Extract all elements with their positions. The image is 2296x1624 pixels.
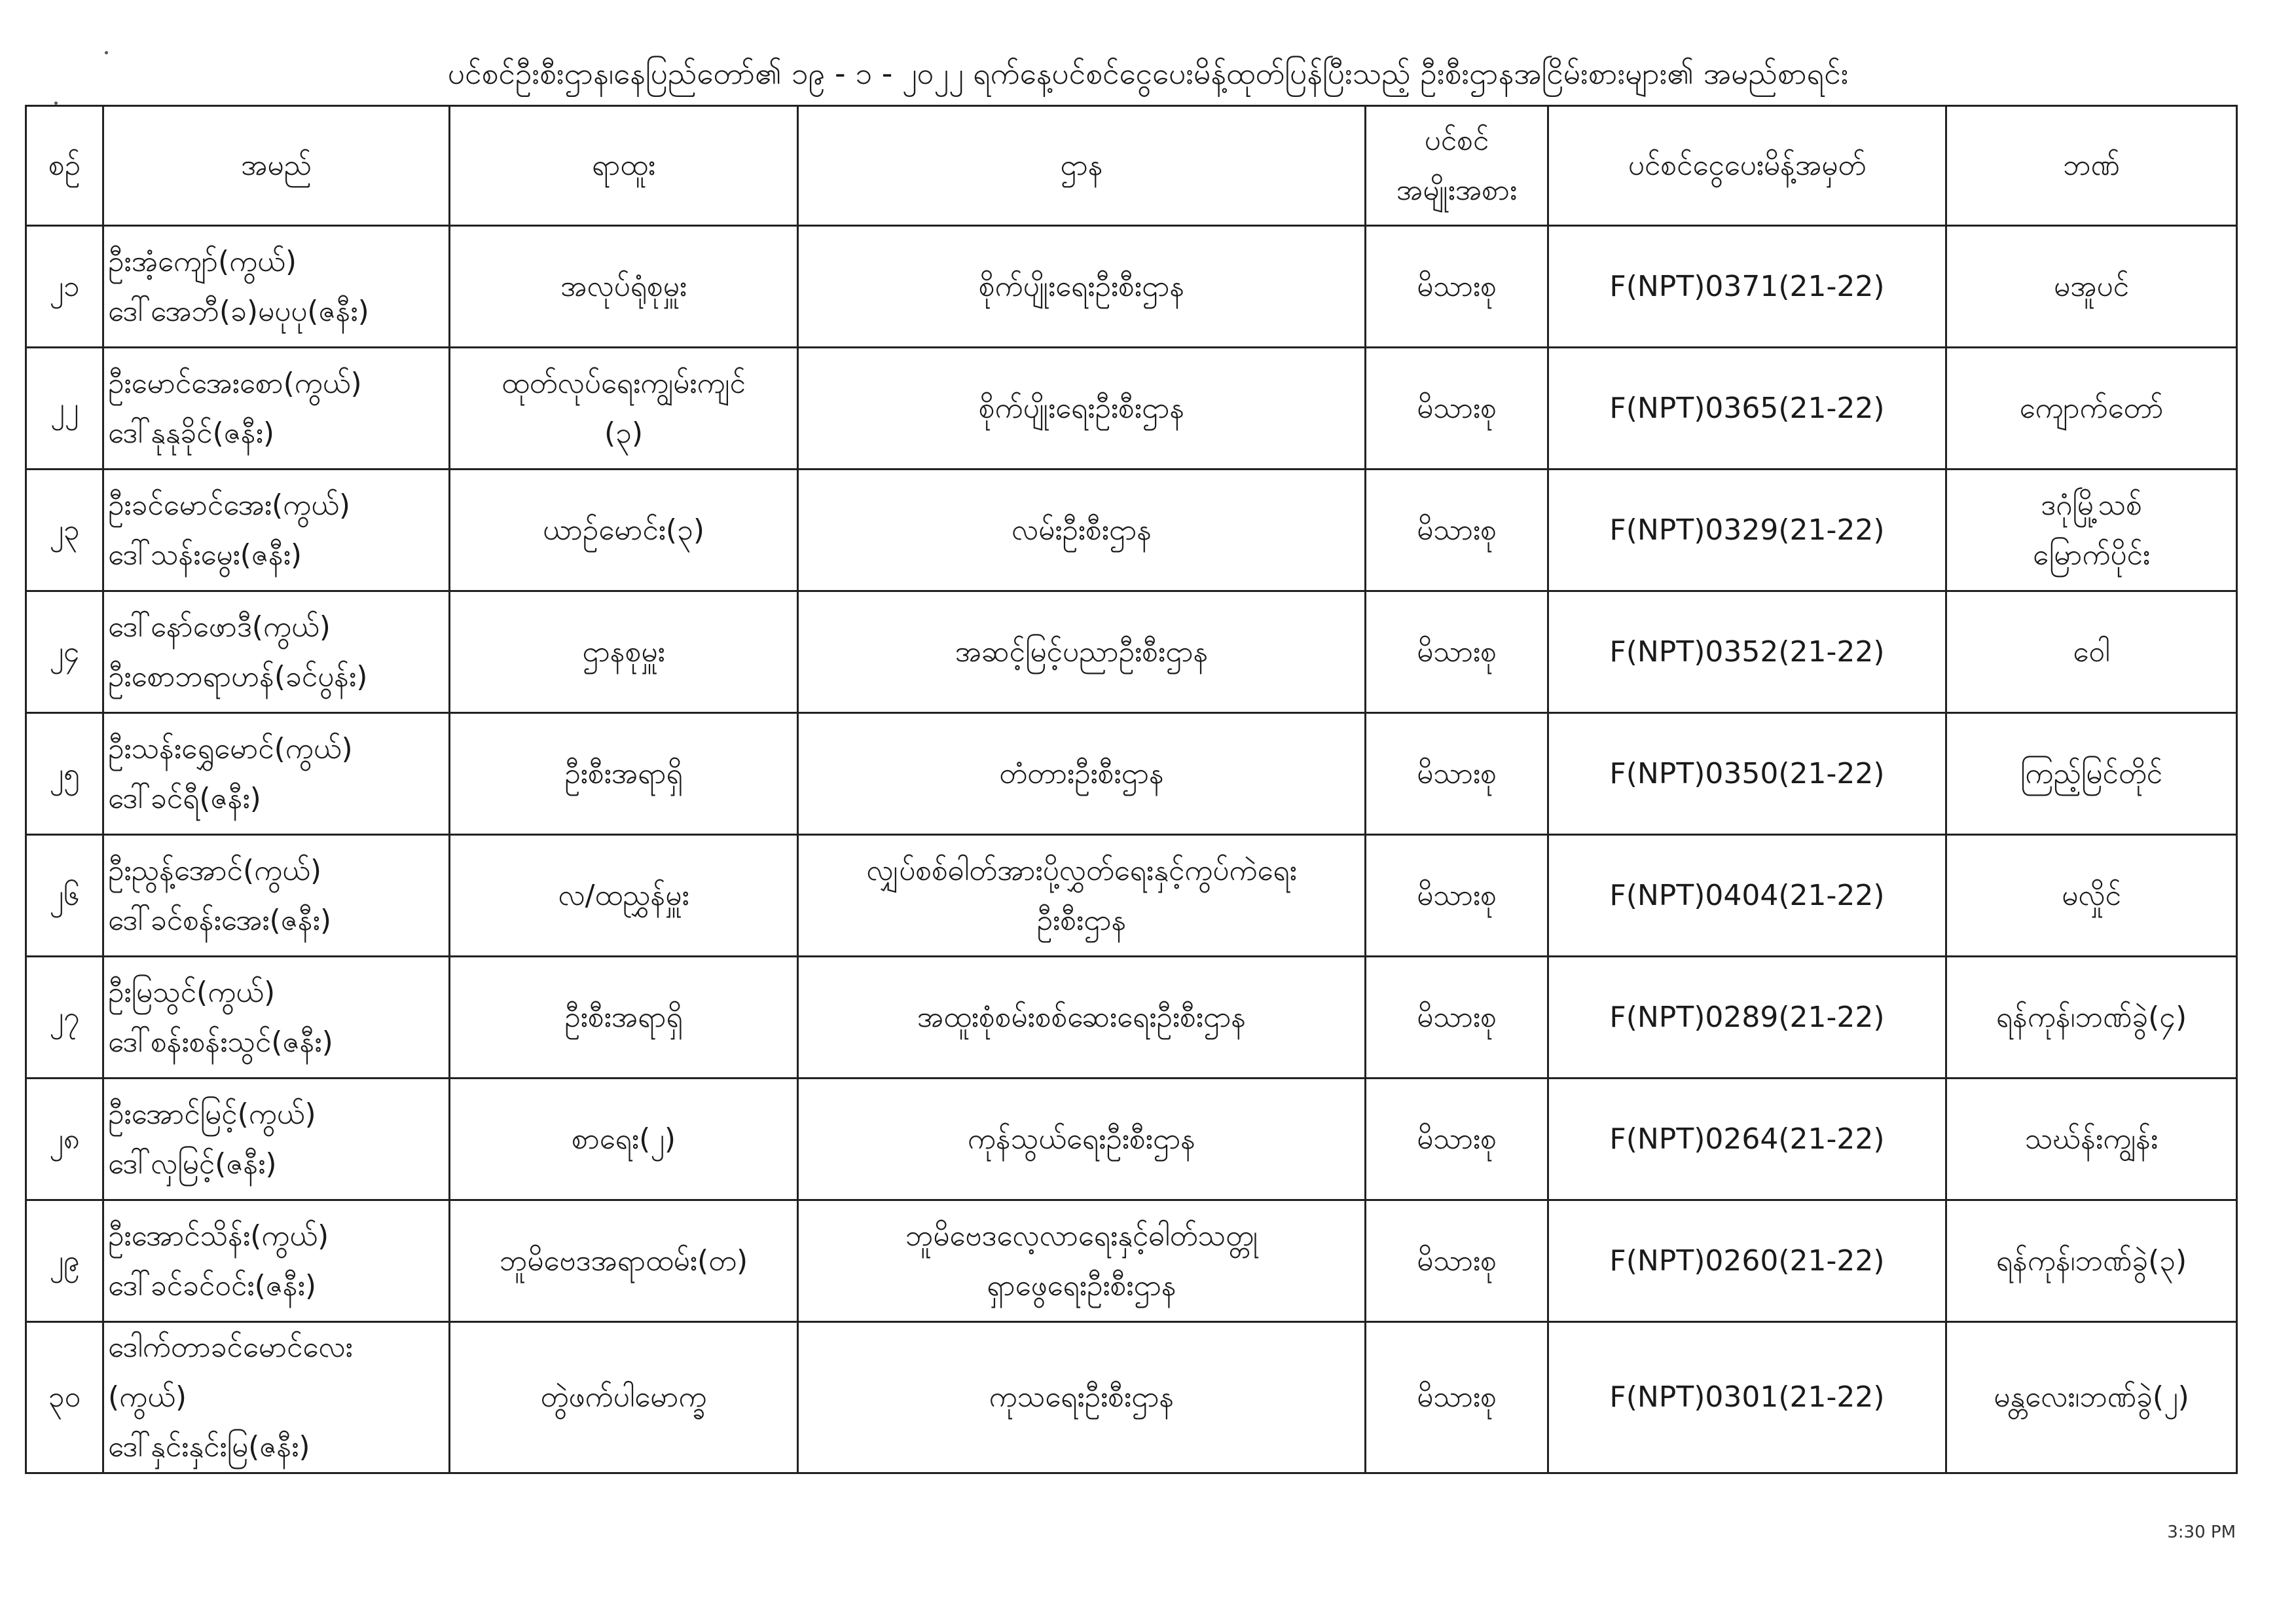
table-row bbox=[26, 470, 2237, 591]
roster-body bbox=[26, 226, 2237, 1473]
cell-name-line: ဒေါ်သန်းမွေး(ဇနီး) bbox=[108, 538, 302, 572]
cell-no: ၂၃ bbox=[26, 470, 103, 591]
header-department: ဌာန bbox=[798, 106, 1366, 226]
cell-name bbox=[103, 591, 450, 713]
cell-name bbox=[103, 226, 450, 348]
header-order-no: ပင်စင်ငွေပေးမိန့်အမှတ် bbox=[1548, 106, 1946, 226]
cell-department-line: ဦးစီးဌာန bbox=[1036, 903, 1127, 937]
cell-pension-type: မိသားစု bbox=[1366, 226, 1548, 348]
cell-rank-line: ယာဉ်မောင်း(၃) bbox=[543, 513, 704, 547]
cell-bank-line: မအူပင် bbox=[2053, 269, 2130, 303]
cell-no: ၂၅ bbox=[26, 713, 103, 835]
cell-name-line: ဒေါ်ခင်ရီ(ဇနီး) bbox=[108, 781, 261, 815]
cell-pension-type: မိသားစု bbox=[1366, 348, 1548, 470]
cell-department-line: စိုက်ပျိုးရေးဦးစီးဌာန bbox=[978, 391, 1185, 425]
cell-name-line: ဦးညွန့်အောင်(ကွယ်) bbox=[108, 853, 322, 887]
table-row bbox=[26, 348, 2237, 470]
cell-name-line: ဒေါ်နော်ဖောဒီ(ကွယ်) bbox=[108, 610, 331, 644]
cell-rank bbox=[450, 713, 798, 835]
cell-no: ၂၄ bbox=[26, 591, 103, 713]
table-row bbox=[26, 591, 2237, 713]
cell-department-line: အထူးစုံစမ်းစစ်ဆေးရေးဦးစီးဌာန bbox=[917, 1000, 1247, 1034]
header-row bbox=[26, 106, 2237, 226]
cell-department bbox=[798, 835, 1366, 957]
cell-rank bbox=[450, 591, 798, 713]
cell-order-no: F(NPT)0301(21-22) bbox=[1548, 1322, 1946, 1473]
cell-bank bbox=[1946, 1322, 2237, 1473]
cell-name bbox=[103, 835, 450, 957]
cell-department-line: လျှပ်စစ်ဓါတ်အားပို့လွှတ်ရေးနှင့်ကွပ်ကဲရေး bbox=[866, 853, 1297, 887]
cell-no: ၂၂ bbox=[26, 348, 103, 470]
cell-no: ၃၀ bbox=[26, 1322, 103, 1473]
cell-name-line: (ကွယ်) bbox=[108, 1380, 187, 1414]
cell-rank-line: ထုတ်လုပ်ရေးကျွမ်းကျင် bbox=[501, 366, 746, 400]
cell-rank-line: ဘူမိဗေဒအရာထမ်း(တ) bbox=[499, 1244, 748, 1278]
cell-no: ၂၈ bbox=[26, 1079, 103, 1200]
cell-department bbox=[798, 1079, 1366, 1200]
cell-no: ၂၉ bbox=[26, 1200, 103, 1322]
cell-bank bbox=[1946, 835, 2237, 957]
cell-order-no: F(NPT)0404(21-22) bbox=[1548, 835, 1946, 957]
cell-rank-line: အလုပ်ရုံစုမှူး bbox=[560, 269, 687, 303]
cell-name-line: ဦးစောဘရာဟန်(ခင်ပွန်း) bbox=[108, 659, 368, 693]
cell-rank bbox=[450, 470, 798, 591]
cell-name bbox=[103, 957, 450, 1079]
cell-order-no: F(NPT)0289(21-22) bbox=[1548, 957, 1946, 1079]
cell-department bbox=[798, 591, 1366, 713]
cell-bank-line: ကြည့်မြင်တိုင် bbox=[2020, 756, 2163, 790]
cell-department-line: လမ်းဦးစီးဌာန bbox=[1011, 513, 1152, 547]
header-pension-type-line: အမျိုးအစား bbox=[1396, 174, 1518, 207]
cell-name-line: ဦးအံ့ကျော်(ကွယ်) bbox=[108, 244, 297, 278]
cell-order-no: F(NPT)0350(21-22) bbox=[1548, 713, 1946, 835]
cell-bank bbox=[1946, 957, 2237, 1079]
cell-department-line: ရှာဖွေရေးဦးစီးဌာန bbox=[987, 1268, 1176, 1302]
cell-name-line: ဦးသန်းရွှေမောင်(ကွယ်) bbox=[108, 731, 353, 766]
cell-bank bbox=[1946, 1200, 2237, 1322]
header-rank: ရာထူး bbox=[450, 106, 798, 226]
header-name: အမည် bbox=[103, 106, 450, 226]
cell-name-line: ဒေါ်လှမြင့်(ဇနီး) bbox=[108, 1147, 277, 1181]
cell-department-line: ကုန်သွယ်ရေးဦးစီးဌာန bbox=[967, 1122, 1196, 1156]
cell-bank-line: မလှိုင် bbox=[2062, 878, 2121, 912]
cell-department-line: ကုသရေးဦးစီးဌာန bbox=[989, 1380, 1175, 1414]
cell-rank-line: ဦးစီးအရာရှိ bbox=[564, 756, 683, 790]
cell-department bbox=[798, 713, 1366, 835]
cell-name-line: ဒေါ်နှင်းနှင်းမြ(ဇနီး) bbox=[108, 1430, 310, 1464]
cell-bank-line: မန္တလေး၊ဘဏ်ခွဲ(၂) bbox=[1994, 1380, 2189, 1414]
cell-name-line: ဦးအောင်သိန်း(ကွယ်) bbox=[108, 1219, 329, 1253]
cell-rank bbox=[450, 1079, 798, 1200]
cell-department-line: တံတားဦးစီးဌာန bbox=[999, 756, 1164, 790]
table-row bbox=[26, 713, 2237, 835]
cell-bank bbox=[1946, 470, 2237, 591]
cell-order-no: F(NPT)0260(21-22) bbox=[1548, 1200, 1946, 1322]
cell-bank bbox=[1946, 348, 2237, 470]
cell-bank-line: ရန်ကုန်၊ဘဏ်ခွဲ(၃) bbox=[1995, 1244, 2187, 1278]
cell-rank-line: လ/ထညွှန်မှူး bbox=[558, 878, 689, 912]
cell-department bbox=[798, 226, 1366, 348]
cell-bank bbox=[1946, 1079, 2237, 1200]
cell-no: ၂၇ bbox=[26, 957, 103, 1079]
cell-bank-line: ဝေါ bbox=[2073, 635, 2110, 669]
cell-rank bbox=[450, 1200, 798, 1322]
cell-name-line: ဒေါ်နုနုခိုင်(ဇနီး) bbox=[108, 416, 275, 450]
cell-bank-line: ကျောက်တော် bbox=[2019, 391, 2164, 425]
cell-name-line: ဦးမြသွင်(ကွယ်) bbox=[108, 975, 276, 1009]
cell-bank-line: သဃ်န်းကျွန်း bbox=[2024, 1122, 2159, 1156]
cell-department bbox=[798, 1200, 1366, 1322]
cell-order-no: F(NPT)0352(21-22) bbox=[1548, 591, 1946, 713]
cell-name bbox=[103, 1079, 450, 1200]
cell-name-line: ဒေါ်ခင်စန်းအေး(ဇနီး) bbox=[108, 903, 331, 937]
cell-pension-type: မိသားစု bbox=[1366, 1322, 1548, 1473]
cell-department bbox=[798, 348, 1366, 470]
cell-department-line: အဆင့်မြင့်ပညာဦးစီးဌာန bbox=[955, 635, 1209, 669]
scan-speck bbox=[105, 51, 108, 54]
cell-name bbox=[103, 1200, 450, 1322]
cell-department bbox=[798, 470, 1366, 591]
cell-pension-type: မိသားစု bbox=[1366, 470, 1548, 591]
table-row bbox=[26, 835, 2237, 957]
cell-rank bbox=[450, 348, 798, 470]
cell-name-line: ဒေါက်တာခင်မောင်လေး bbox=[108, 1331, 353, 1364]
cell-department-line: ဘူမိဗေဒလေ့လာရေးနှင့်ဓါတ်သတ္တု bbox=[905, 1219, 1258, 1253]
cell-rank-line: (၃) bbox=[604, 416, 644, 450]
document-title: ပင်စင်ဦးစီးဌာန၊နေပြည်တော်၏ ၁၉ - ၁ - ၂၀၂၂ ရက်နေ့ပင်စင်ငွေပေးမိန့်ထုတ်ပြန်ပြီးသည့် ဦးစီးဌာနအငြိမ်းစားများ၏ အမည်စာရင်း bbox=[447, 56, 1849, 91]
cell-name-line: ဒေါ်အေဘီ(ခ)မပုပု(ဇနီး) bbox=[108, 294, 369, 328]
cell-rank-line: စာရေး(၂) bbox=[571, 1122, 676, 1156]
table-row bbox=[26, 957, 2237, 1079]
header-pension-type-line: ပင်စင် bbox=[1424, 124, 1489, 157]
cell-pension-type: မိသားစု bbox=[1366, 835, 1548, 957]
cell-bank bbox=[1946, 591, 2237, 713]
cell-order-no: F(NPT)0329(21-22) bbox=[1548, 470, 1946, 591]
table-row bbox=[26, 226, 2237, 348]
cell-order-no: F(NPT)0264(21-22) bbox=[1548, 1079, 1946, 1200]
cell-no: ၂၆ bbox=[26, 835, 103, 957]
cell-rank bbox=[450, 835, 798, 957]
cell-name-line: ဦးမောင်အေးစော(ကွယ်) bbox=[108, 366, 362, 400]
cell-rank-line: ဌာနစုမှူး bbox=[582, 635, 665, 669]
cell-rank-line: ဦးစီးအရာရှိ bbox=[564, 1000, 683, 1034]
cell-bank-line: မြောက်ပိုင်း bbox=[2032, 538, 2151, 572]
header-bank: ဘဏ် bbox=[1946, 106, 2237, 226]
cell-rank bbox=[450, 957, 798, 1079]
table-row bbox=[26, 1322, 2237, 1473]
cell-name bbox=[103, 1322, 450, 1473]
cell-name bbox=[103, 470, 450, 591]
cell-rank bbox=[450, 226, 798, 348]
cell-pension-type: မိသားစု bbox=[1366, 1200, 1548, 1322]
cell-name-line: ဒေါ်စန်းစန်းသွင်(ဇနီး) bbox=[108, 1025, 333, 1059]
cell-pension-type: မိသားစု bbox=[1366, 1079, 1548, 1200]
header-pension-type bbox=[1366, 106, 1548, 226]
cell-name-line: ဒေါ်ခင်ခင်ဝင်း(ဇနီး) bbox=[108, 1268, 317, 1302]
cell-name-line: ဦးအောင်မြင့်(ကွယ်) bbox=[108, 1097, 316, 1131]
cell-bank bbox=[1946, 226, 2237, 348]
table-row bbox=[26, 1200, 2237, 1322]
cell-department bbox=[798, 1322, 1366, 1473]
cell-pension-type: မိသားစု bbox=[1366, 591, 1548, 713]
pension-roster-table bbox=[25, 105, 2238, 1474]
print-time: 3:30 PM bbox=[2167, 1522, 2236, 1542]
cell-bank-line: ရန်ကုန်၊ဘဏ်ခွဲ(၄) bbox=[1995, 1000, 2187, 1034]
table-row bbox=[26, 1079, 2237, 1200]
cell-rank bbox=[450, 1322, 798, 1473]
header-no: စဉ် bbox=[26, 106, 103, 226]
cell-bank-line: ဒဂုံမြို့သစ် bbox=[2041, 488, 2142, 522]
cell-pension-type: မိသားစု bbox=[1366, 957, 1548, 1079]
cell-name-line: ဦးခင်မောင်အေး(ကွယ်) bbox=[108, 488, 351, 522]
cell-pension-type: မိသားစု bbox=[1366, 713, 1548, 835]
cell-department-line: စိုက်ပျိုးရေးဦးစီးဌာန bbox=[978, 269, 1185, 303]
cell-order-no: F(NPT)0365(21-22) bbox=[1548, 348, 1946, 470]
cell-name bbox=[103, 713, 450, 835]
cell-order-no: F(NPT)0371(21-22) bbox=[1548, 226, 1946, 348]
cell-no: ၂၁ bbox=[26, 226, 103, 348]
cell-department bbox=[798, 957, 1366, 1079]
cell-rank-line: တွဲဖက်ပါမောက္ခ bbox=[540, 1380, 707, 1414]
cell-name bbox=[103, 348, 450, 470]
cell-bank bbox=[1946, 713, 2237, 835]
